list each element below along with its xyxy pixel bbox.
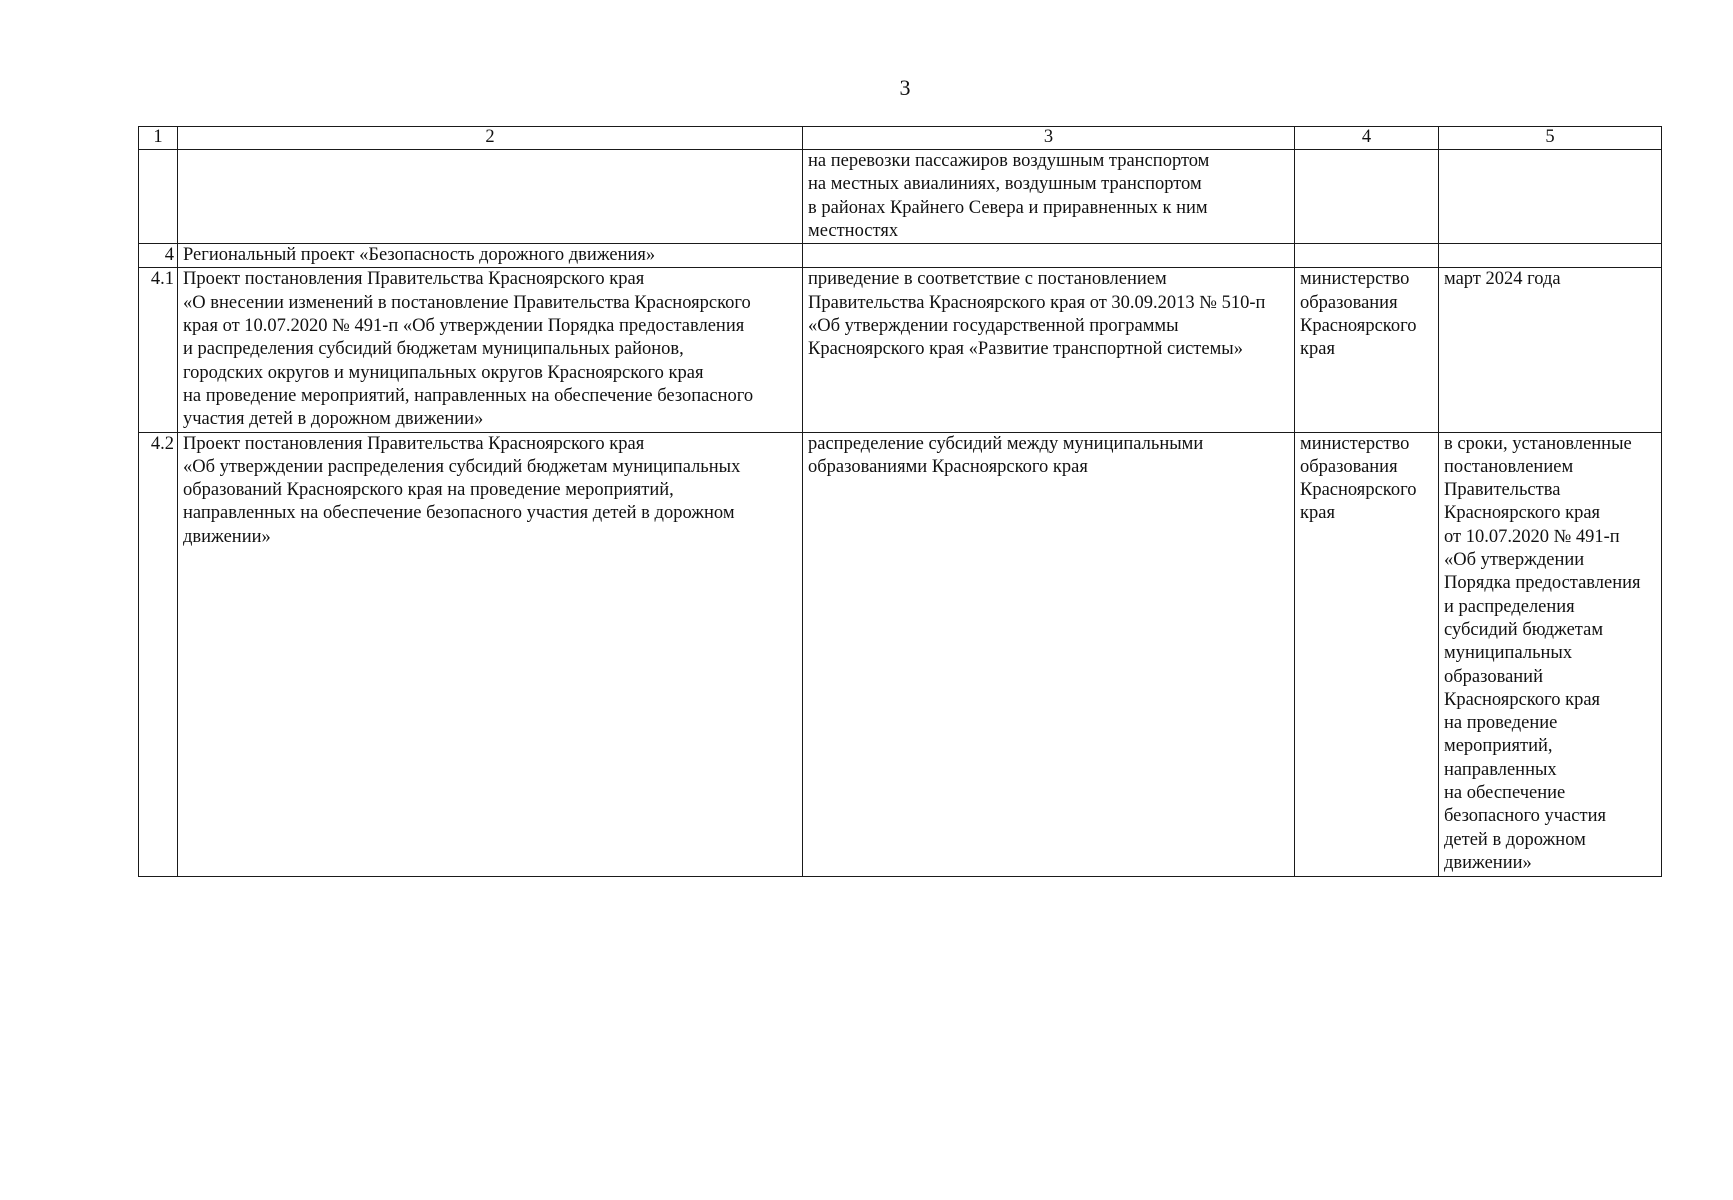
text-line: на перевозки пассажиров воздушным транспортом (808, 151, 1210, 171)
table-row-4-1 (139, 268, 1662, 432)
text-line: Проект постановления Правительства Красноярского края (183, 269, 645, 290)
header-col-1: 1 (139, 127, 178, 150)
text-line: Правительства Красноярского края от 30.09.2013 № 510-п (808, 292, 1266, 313)
purpose-cell (803, 268, 1295, 432)
text-line: постановлением (1444, 456, 1574, 477)
project-name-cell (178, 268, 803, 432)
text-line: Проект постановления Правительства Красноярского края (183, 433, 645, 454)
text-line: Красноярского (1300, 316, 1417, 337)
text-line: на обеспечение (1444, 783, 1566, 804)
text-line: на проведение мероприятий, направленных на обеспечение безопасного (183, 385, 754, 406)
row-number-cell: 4 (139, 244, 178, 268)
responsible-cell (1295, 432, 1439, 876)
table-row-section-4 (139, 244, 1662, 268)
text-line: распределение субсидий между муниципальными (808, 433, 1204, 454)
table-row-4-2 (139, 432, 1662, 876)
text-line: в сроки, установленные (1444, 433, 1632, 454)
text-line: муниципальных (1444, 643, 1573, 664)
text-line: Красноярского края (1444, 689, 1601, 710)
text-line: Правительства (1444, 480, 1561, 501)
purpose-cell (803, 150, 1295, 244)
text-line: движении» (183, 526, 271, 547)
text-line: образования (1300, 456, 1398, 477)
text-line: министерство (1300, 269, 1410, 290)
deadline-cell (1439, 244, 1662, 268)
table-header-row (139, 127, 1662, 150)
text-line: министерство (1300, 433, 1410, 454)
responsible-cell (1295, 268, 1439, 432)
text-line: «О внесении изменений в постановление Правительства Красноярского (183, 292, 751, 313)
page-number: 3 (899, 75, 911, 100)
text-line: движении» (1444, 852, 1532, 873)
text-line: образований Красноярского края на проведение мероприятий, (183, 480, 674, 501)
text-line: и распределения субсидий бюджетам муниципальных районов, (183, 339, 684, 360)
deadline-cell (1439, 150, 1662, 244)
purpose-cell (803, 244, 1295, 268)
text-line: мероприятий, (1444, 736, 1553, 757)
text-line: образования (1300, 292, 1398, 313)
text-line: края (1300, 339, 1335, 360)
deadline-cell (1439, 432, 1662, 876)
purpose-cell (803, 432, 1295, 876)
row-number-cell: 4.2 (139, 432, 178, 876)
text-line: от 10.07.2020 № 491-п (1444, 526, 1620, 547)
document-table (138, 126, 1662, 877)
text-line: март 2024 года (1444, 269, 1561, 290)
header-col-3: 3 (803, 127, 1295, 150)
text-line: на местных авиалиниях, воздушным транспортом (808, 174, 1202, 195)
text-line: безопасного участия (1444, 806, 1607, 827)
text-line: в районах Крайнего Севера и приравненных к ним (808, 197, 1208, 218)
text-line: Красноярского (1300, 480, 1417, 501)
text-line: «Об утверждении распределения субсидий бюджетам муниципальных (183, 456, 741, 477)
section-title: Региональный проект «Безопасность дорожного движения» (183, 245, 656, 266)
responsible-cell (1295, 150, 1439, 244)
text-line: направленных (1444, 759, 1557, 780)
header-col-4: 4 (1295, 127, 1439, 150)
text-line: местностях (808, 220, 899, 241)
header-col-2: 2 (178, 127, 803, 150)
text-line: на проведение (1444, 713, 1558, 734)
text-line: образованиями Красноярского края (808, 456, 1088, 477)
text-line: Красноярского края (1444, 503, 1601, 524)
text-line: детей в дорожном (1444, 829, 1586, 850)
header-col-5: 5 (1439, 127, 1662, 150)
section-title-cell (178, 244, 803, 268)
table-row-continuation (139, 150, 1662, 244)
text-line: «Об утверждении государственной программы (808, 316, 1179, 337)
text-line: края от 10.07.2020 № 491-п «Об утверждении Порядка предоставления (183, 316, 745, 337)
text-line: субсидий бюджетам (1444, 619, 1604, 640)
row-number-cell: 4.1 (139, 268, 178, 432)
text-line: «Об утверждении (1444, 550, 1585, 571)
row-number-cell (139, 150, 178, 244)
text-line: края (1300, 503, 1335, 524)
deadline-cell (1439, 268, 1662, 432)
text-line: участия детей в дорожном движении» (183, 409, 484, 430)
text-line: приведение в соответствие с постановлением (808, 269, 1167, 290)
text-line: городских округов и муниципальных округов Красноярского края (183, 362, 704, 383)
project-name-cell (178, 432, 803, 876)
project-name-cell (178, 150, 803, 244)
text-line: направленных на обеспечение безопасного участия детей в дорожном (183, 503, 735, 524)
text-line: и распределения (1444, 596, 1575, 617)
responsible-cell (1295, 244, 1439, 268)
text-line: образований (1444, 666, 1543, 687)
text-line: Порядка предоставления (1444, 573, 1641, 594)
text-line: Красноярского края «Развитие транспортной системы» (808, 339, 1243, 360)
